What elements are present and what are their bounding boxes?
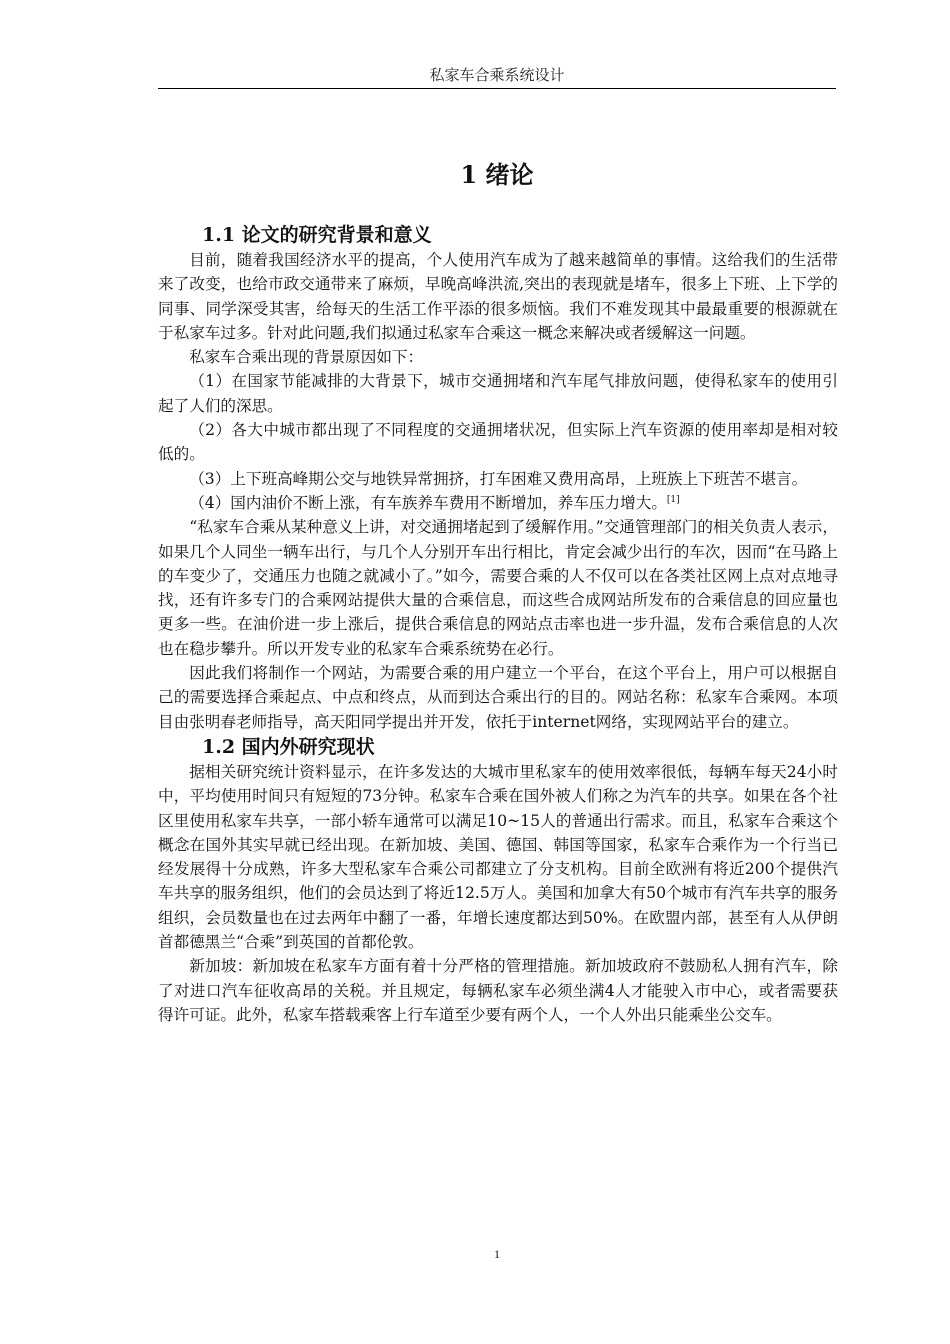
page-number: 1 (494, 1247, 500, 1261)
list-item (158, 491, 838, 515)
citation-marker[interactable]: [1] (666, 494, 680, 505)
paragraph: 新加坡：新加坡在私家车方面有着十分严格的管理措施。新加坡政府不鼓励私人拥有汽车，除了对进口汽车征收高昂的关税。并且规定，每辆私家车必须坐满4人才能驶入市中心，或者需要获得许可证。此外，私家车搭载乘客上行车道至少要有两个人，一个人外出只能乘坐公交车。 (158, 957, 838, 1024)
paragraph: 因此我们将制作一个网站，为需要合乘的用户建立一个平台，在这个平台上，用户可以根据自己的需要选择合乘起点、中点和终点，从而到达合乘出行的目的。网站名称：私家车合乘网。本项目由张明春老师指导，高天阳同学提出并开发，依托于internet网络，实现网站平台的建立。 (158, 664, 838, 731)
section-heading: 1.2 国内外研究现状 (202, 735, 375, 758)
paragraph: 目前，随着我国经济水平的提高，个人使用汽车成为了越来越简单的事情。这给我们的生活带来了改变，也给市政交通带来了麻烦，早晚高峰洪流,突出的表现就是堵车，很多上下班、上下学的同事、同学深受其害，给每天的生活工作平添的很多烦恼。我们不难发现其中最最重要的根源就在于私家车过多。针对此问题,我们拟通过私家车合乘这一概念来解决或者缓解这一问题。 (158, 251, 838, 342)
list-item: （2）各大中城市都出现了不同程度的交通拥堵状况，但实际上汽车资源的使用率却是相对较低的。 (158, 421, 838, 464)
list-item: （1）在国家节能减排的大背景下，城市交通拥堵和汽车尾气排放问题，使得私家车的使用引起了人们的深思。 (158, 372, 838, 415)
running-header: 私家车合乘系统设计 (158, 64, 836, 89)
paragraph: “私家车合乘从某种意义上讲，对交通拥堵起到了缓解作用。”交通管理部门的相关负责人表示，如果几个人同坐一辆车出行，与几个人分别开车出行相比，肯定会减少出行的车次，因而“在马路上的车变少了，交通压力也随之就减小了。”如今，需要合乘的人不仅可以在各类社区网上点对点地寻找，还有许多专门的合乘网站提供大量的合乘信息，而这些合成网站所发布的合乘信息的回应量也更多一些。在油价进一步上涨后，提供合乘信息的网站点击率也进一步升温，发布合乘信息的人次也在稳步攀升。所以开发专业的私家车合乘系统势在必行。 (158, 518, 838, 658)
section-heading: 1.1 论文的研究背景和意义 (202, 224, 432, 246)
paragraph: 私家车合乘出现的背景原因如下： (189, 348, 424, 367)
list-item: （3）上下班高峰期公交与地铁异常拥挤，打车困难又费用高昂，上班族上下班苦不堪言。 (189, 469, 808, 488)
list-item-text: （4）国内油价不断上涨，有车族养车费用不断增加，养车压力增大。 (189, 493, 667, 512)
chapter-title: 1 绪论 (460, 160, 534, 189)
body-text (158, 222, 838, 1027)
paragraph: 据相关研究统计资料显示，在许多发达的大城市里私家车的使用效率很低，每辆车每天24小时中，平均使用时间只有短短的73分钟。私家车合乘在国外被人们称之为汽车的共享。如果在各个社区里使用私家车共享，一部小轿车通常可以满足10~15人的普通出行需求。而且，私家车合乘这个概念在国外其实早就已经出现。在新加坡、美国、德国、韩国等国家，私家车合乘作为一个行当已经发展得十分成熟，许多大型私家车合乘公司都建立了分支机构。目前全欧洲有将近200个提供汽车共享的服务组织，他们的会员达到了将近12.5万人。美国和加拿大有50个城市有汽车共享的服务组织，会员数量也在过去两年中翻了一番，年增长速度都达到50%。在欧盟内部，甚至有人从伊朗首都德黑兰“合乘”到英国的首都伦敦。 (158, 762, 838, 952)
